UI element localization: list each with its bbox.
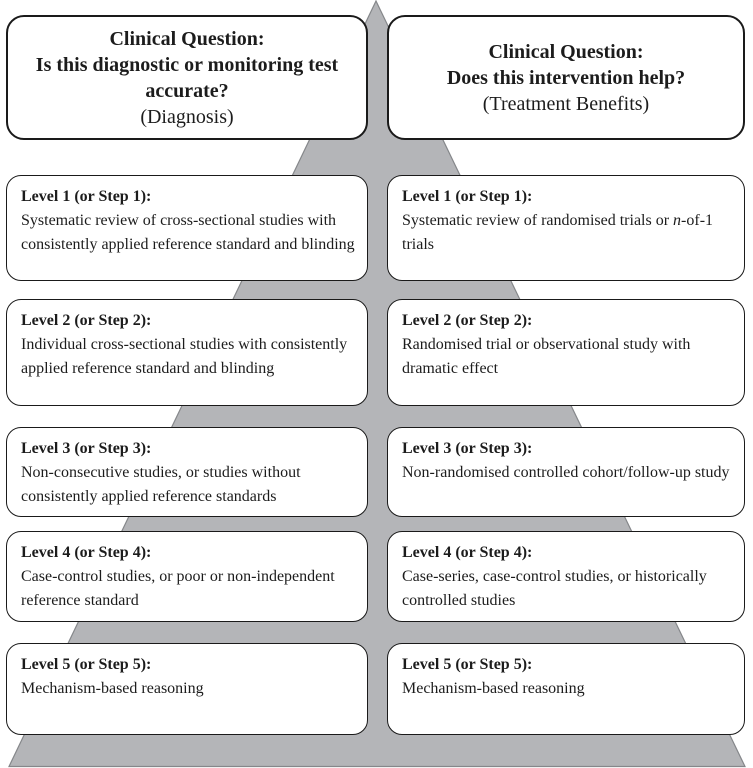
level-title: Level 1 (or Step 1): <box>402 188 533 205</box>
treatment-question-text: Does this intervention help? <box>446 66 686 89</box>
n-of-1-italic-n: n <box>673 212 682 229</box>
diagnosis-header-box <box>6 15 368 140</box>
level-title: Level 2 (or Step 2): <box>402 312 533 329</box>
level-body: Non-consecutive studies, or studies without consistently applied reference standards <box>21 464 301 505</box>
level-body: Randomised trial or observational study with dramatic effect <box>402 336 691 377</box>
treatment-level-3-box <box>387 427 745 517</box>
level-title: Level 2 (or Step 2): <box>21 312 152 329</box>
level-body: Case-control studies, or poor or non-independent reference standard <box>21 568 335 609</box>
diagnosis-level-5-box <box>6 643 368 735</box>
treatment-level-1-box <box>387 175 745 281</box>
treatment-subtitle: (Treatment Benefits) <box>482 92 650 115</box>
level-body-text: -of-1 trials <box>402 212 714 253</box>
level-body: Systematic review of cross-sectional studies with consistently applied reference standard and blinding <box>21 212 355 253</box>
treatment-level-4-box <box>387 531 745 622</box>
level-title: Level 4 (or Step 4): <box>21 544 152 561</box>
diagnosis-question-text: Is this diagnostic or monitoring test accurate? <box>35 53 339 102</box>
diagnosis-subtitle: (Diagnosis) <box>140 105 234 128</box>
level-title: Level 4 (or Step 4): <box>402 544 533 561</box>
level-body-text: Systematic review of randomised trials or <box>402 212 674 229</box>
treatment-header-box <box>387 15 745 140</box>
level-body: Individual cross-sectional studies with consistently applied reference standard and blinding <box>21 336 348 377</box>
treatment-level-2-box <box>387 299 745 406</box>
level-body <box>402 209 734 257</box>
level-body: Non-randomised controlled cohort/follow-up study <box>402 464 730 481</box>
diagnosis-level-1-box <box>6 175 368 281</box>
level-title: Level 3 (or Step 3): <box>402 440 533 457</box>
level-title: Level 3 (or Step 3): <box>21 440 152 457</box>
level-body: Mechanism-based reasoning <box>402 680 585 697</box>
level-title: Level 5 (or Step 5): <box>402 656 533 673</box>
clinical-question-label: Clinical Question: <box>109 27 265 50</box>
diagnosis-level-2-box <box>6 299 368 406</box>
level-title: Level 1 (or Step 1): <box>21 188 152 205</box>
level-body: Mechanism-based reasoning <box>21 680 204 697</box>
diagnosis-level-4-box <box>6 531 368 622</box>
treatment-level-5-box <box>387 643 745 735</box>
clinical-question-label: Clinical Question: <box>488 40 644 63</box>
diagnosis-level-3-box <box>6 427 368 517</box>
level-title: Level 5 (or Step 5): <box>21 656 152 673</box>
level-body: Case-series, case-control studies, or historically controlled studies <box>402 568 707 609</box>
